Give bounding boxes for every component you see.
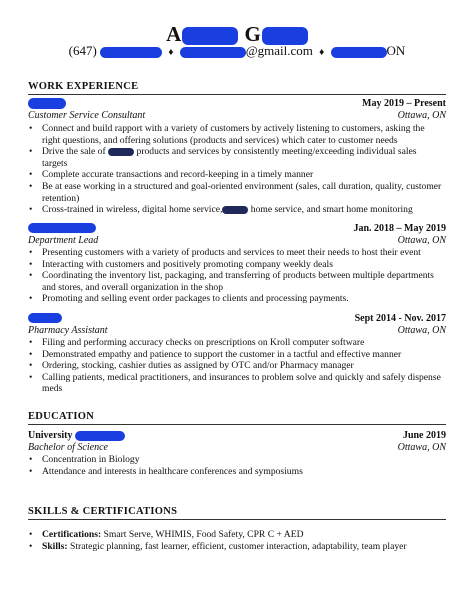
- list-item: • Be at ease working in a structured and goal-oriented environment (sales, call duration, quality, customer retention): [28, 181, 442, 204]
- degree: Bachelor of Science: [28, 442, 108, 453]
- redacted-employer: [28, 223, 96, 233]
- section-divider: [28, 94, 446, 95]
- list-item: • Ordering, stocking, cashier duties as assigned by OTC and/or Pharmacy manager: [28, 360, 442, 372]
- job-bullets: [28, 247, 442, 305]
- job-location: Ottawa, ON: [397, 325, 446, 336]
- job-dates: May 2019 – Present: [362, 98, 446, 109]
- section-title-education: EDUCATION: [28, 411, 95, 422]
- list-item: • Skills: Strategic planning, fast learner, efficient, customer interaction, adaptability, team player: [28, 541, 442, 553]
- redacted-email-user: [180, 47, 246, 58]
- redacted-employer: [28, 313, 62, 323]
- job-bullets: [28, 337, 442, 395]
- job-title: Pharmacy Assistant: [28, 325, 108, 336]
- education-location: Ottawa, ON: [397, 442, 446, 453]
- location-province: ON: [386, 43, 406, 58]
- section-divider: [28, 519, 446, 520]
- section-title-experience: WORK EXPERIENCE: [28, 81, 139, 92]
- name-first-initial: A: [166, 22, 183, 46]
- job-dates: Jan. 2018 – May 2019: [353, 223, 446, 234]
- job-header: [28, 313, 446, 325]
- skills-list: [28, 529, 442, 553]
- job-location: Ottawa, ON: [397, 235, 446, 246]
- job-subheader: [28, 325, 446, 337]
- list-item: • Filing and performing accuracy checks on prescriptions on Kroll computer software: [28, 337, 442, 349]
- job-subheader: [28, 110, 446, 122]
- list-item: • Connect and build rapport with a variety of customers by actively listening to customers, asking the right questions, and offering solutions (products and services) which cater to customer needs: [28, 123, 442, 146]
- job-title: Customer Service Consultant: [28, 110, 146, 121]
- education-bullets: [28, 454, 442, 477]
- redacted-phone: [100, 47, 162, 58]
- list-item: • Demonstrated empathy and patience to support the customer in a tactful and effective manner: [28, 349, 442, 361]
- job-header: [28, 98, 446, 110]
- education-header: [28, 430, 446, 442]
- list-item: • Interacting with customers and positively promoting company weekly deals: [28, 259, 442, 271]
- contact-line: [0, 44, 474, 60]
- school-label: University: [28, 430, 125, 441]
- list-item: • Certifications: Smart Serve, WHIMIS, Food Safety, CPR C + AED: [28, 529, 442, 541]
- list-item: • Drive the sale of products and services by consistently meeting/exceeding individual sales targets: [28, 146, 442, 169]
- job-location: Ottawa, ON: [397, 110, 446, 121]
- section-divider: [28, 424, 446, 425]
- list-item: • Concentration in Biology: [28, 454, 442, 466]
- list-item: • Cross-trained in wireless, digital home service, home service, and smart home monitoring: [28, 204, 442, 216]
- list-item: • Complete accurate transactions and record-keeping in a timely manner: [28, 169, 442, 181]
- list-item: • Presenting customers with a variety of products and services to meet their needs to host their event: [28, 247, 442, 259]
- redacted-employer: [28, 98, 66, 109]
- education-subheader: [28, 442, 446, 454]
- email-domain: @gmail.com: [245, 43, 313, 58]
- list-item: • Promoting and selling event order packages to clients and processing payments.: [28, 293, 442, 305]
- job-header: [28, 223, 446, 235]
- list-item: • Calling patients, medical practitioners, and insurances to problem solve and quickly and safely dispense meds: [28, 372, 442, 395]
- name-last-initial: G: [244, 22, 262, 46]
- list-item: • Attendance and interests in healthcare conferences and symposiums: [28, 466, 442, 478]
- list-item: • Coordinating the inventory list, packaging, and transferring of products between multiple departments and stores, and overall organization in the shop: [28, 270, 442, 293]
- job-title: Department Lead: [28, 235, 99, 246]
- redacted-first-name: [182, 27, 238, 45]
- section-title-skills: SKILLS & CERTIFICATIONS: [28, 506, 178, 517]
- redacted-city: [331, 47, 387, 58]
- redacted-school-name: [75, 431, 125, 441]
- education-dates: June 2019: [402, 430, 446, 441]
- job-bullets: [28, 123, 442, 216]
- job-dates: Sept 2014 - Nov. 2017: [354, 313, 446, 324]
- phone-area-code: (647): [68, 43, 97, 58]
- diamond-separator-icon: ♦: [319, 47, 325, 58]
- redacted-company-name: [108, 148, 134, 156]
- diamond-separator-icon: ♦: [168, 47, 174, 58]
- redacted-company-name: [222, 206, 248, 214]
- job-subheader: [28, 235, 446, 247]
